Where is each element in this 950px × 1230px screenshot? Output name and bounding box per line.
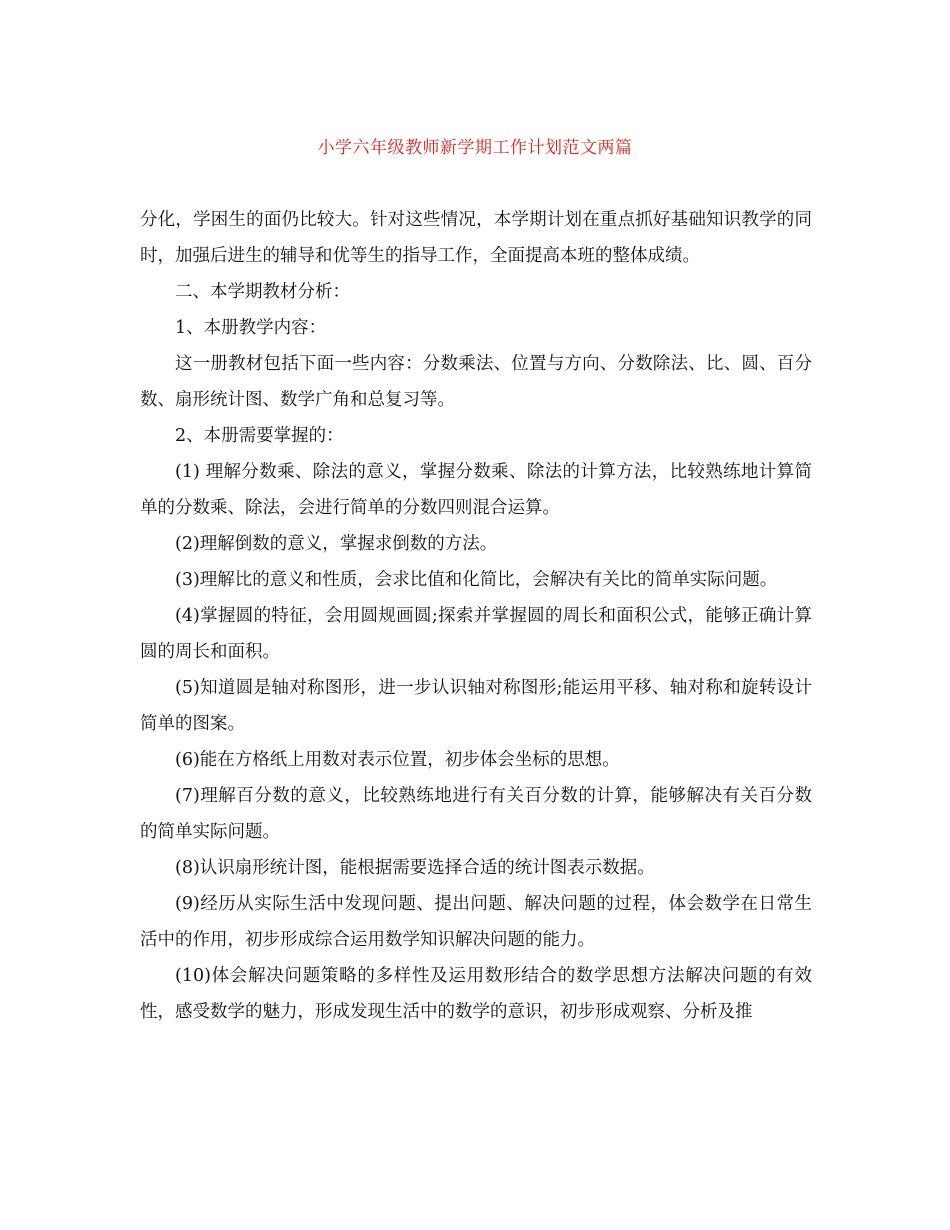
paragraph-15: (10)体会解决问题策略的多样性及运用数形结合的数学思想方法解决问题的有效性，感受数学的魅力，形成发现生活中的数学的意识，初步形成观察、分析及推 (140, 966, 812, 1022)
paragraph-10: (5)知道圆是轴对称图形，进一步认识轴对称图形;能运用平移、轴对称和旋转设计简单的图案。 (140, 678, 812, 734)
paragraph-1: 分化，学困生的面仍比较大。针对这些情况，本学期计划在重点抓好基础知识教学的同时，加强后进生的辅导和优等生的指导工作，全面提高本班的整体成绩。 (140, 210, 812, 266)
paragraph-11: (6)能在方格纸上用数对表示位置，初步体会坐标的思想。 (175, 750, 620, 770)
paragraph-5: 2、本册需要掌握的： (175, 426, 344, 446)
paragraph-13: (8)认识扇形统计图，能根据需要选择合适的统计图表示数据。 (175, 858, 655, 878)
document-body (140, 202, 812, 1030)
document-title: 小学六年级教师新学期工作计划范文两篇 (317, 138, 633, 158)
paragraph-9: (4)掌握圆的特征，会用圆规画圆;探索并掌握圆的周长和面积公式，能够正确计算圆的周长和面积。 (140, 606, 812, 662)
paragraph-4: 这一册教材包括下面一些内容：分数乘法、位置与方向、分数除法、比、圆、百分数、扇形统计图、数学广角和总复习等。 (140, 354, 812, 410)
paragraph-3: 1、本册教学内容： (175, 318, 327, 338)
paragraph-6: (1) 理解分数乘、除法的意义，掌握分数乘、除法的计算方法，比较熟练地计算简单的分数乘、除法，会进行简单的分数四则混合运算。 (140, 462, 812, 518)
paragraph-12: (7)理解百分数的意义，比较熟练地进行有关百分数的计算，能够解决有关百分数的简单实际问题。 (140, 786, 812, 842)
paragraph-7: (2)理解倒数的意义，掌握求倒数的方法。 (175, 534, 498, 554)
paragraph-14: (9)经历从实际生活中发现问题、提出问题、解决问题的过程，体会数学在日常生活中的作用，初步形成综合运用数学知识解决问题的能力。 (140, 894, 812, 950)
paragraph-8: (3)理解比的意义和性质，会求比值和化简比，会解决有关比的简单实际问题。 (175, 570, 778, 590)
paragraph-2: 二、本学期教材分析： (175, 282, 350, 302)
